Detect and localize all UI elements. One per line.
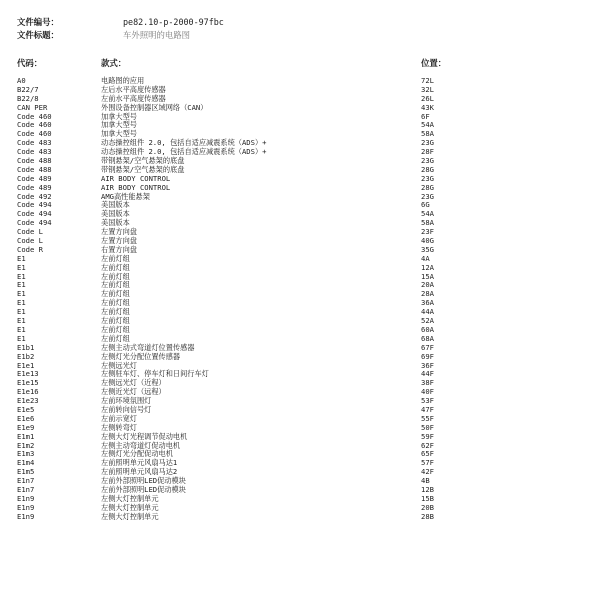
row-code: E1m3 [17,449,35,459]
row-code: E1n7 [17,476,35,486]
table-row [0,335,601,344]
row-code: A0 [17,76,26,85]
row-code: Code L [17,227,43,237]
row-position: 20B [421,502,434,512]
row-position: 23G [421,173,434,183]
row-position: 58A [421,129,434,139]
row-model: 左侧灯光分配位置传感器 [101,351,181,361]
table-row [0,281,601,290]
row-model: 美国版本 [101,218,130,228]
table-row [0,104,601,113]
row-model: 左侧远光灯（近程） [101,378,166,388]
table-row [0,353,601,362]
row-position: 28G [421,182,434,192]
row-position: 12A [421,262,434,272]
row-code: E1e15 [17,378,39,388]
row-position: 23F [421,227,434,237]
table-row [0,228,601,237]
row-model: AIR BODY CONTROL [101,173,171,183]
row-position: 28B [421,511,434,521]
row-code: Code 488 [17,164,52,174]
row-code: E1e16 [17,387,39,397]
table-row [0,175,601,184]
row-model: 左前灯组 [101,271,130,281]
row-position: 36F [421,360,434,370]
table-row [0,397,601,406]
row-position: 20A [421,280,434,290]
row-model: 左前灯组 [101,298,130,308]
row-code: E1e1 [17,360,35,370]
table-row [0,477,601,486]
table-row [0,406,601,415]
table-row [0,379,601,388]
row-position: 53F [421,396,434,406]
row-position: 60A [421,324,434,334]
row-position: 52A [421,316,434,326]
row-position: 68A [421,333,434,343]
row-model: AMG高性能悬架 [101,191,150,201]
row-code: E1e9 [17,422,35,432]
table-row [0,450,601,459]
row-position: 4B [421,476,430,486]
table-row [0,201,601,210]
row-code: B22/8 [17,93,39,103]
row-code: E1e13 [17,369,39,379]
row-code: E1 [17,289,26,299]
table-row [0,317,601,326]
row-model: 左侧大灯光程调节促动电机 [101,431,188,441]
row-model: 右置方向盘 [101,244,137,254]
table-header [0,57,601,69]
row-position: 15B [421,493,434,503]
row-code: E1e6 [17,413,35,423]
row-code: E1m2 [17,440,35,450]
table-row [0,370,601,379]
table-row [0,415,601,424]
row-code: Code 460 [17,111,52,121]
table-row [0,290,601,299]
row-model: 左前照明单元风扇马达1 [101,458,178,468]
row-position: 54A [421,209,434,219]
row-model: 左侧大灯控制单元 [101,511,159,521]
header-position: 位置： [421,58,447,68]
table-row [0,299,601,308]
row-code: E1 [17,271,26,281]
row-model: 左置方向盘 [101,227,137,237]
row-position: 15A [421,271,434,281]
row-position: 32L [421,84,434,94]
row-model: 左前灯组 [101,280,130,290]
row-code: Code 492 [17,191,52,201]
table-row [0,166,601,175]
row-model: 左前示宽灯 [101,413,137,423]
row-code: E1n9 [17,493,35,503]
table-row [0,121,601,130]
table-row [0,513,601,522]
row-model: 左置方向盘 [101,236,137,246]
row-position: 23G [421,191,434,201]
table-row [0,433,601,442]
row-code: E1 [17,307,26,317]
row-code: E1e5 [17,404,35,414]
table-row [0,130,601,139]
row-position: 55F [421,413,434,423]
row-model: 左侧大灯控制单元 [101,493,159,503]
row-code: E1m1 [17,431,35,441]
row-code: E1 [17,262,26,272]
row-code: E1n7 [17,484,35,494]
row-position: 26L [421,93,434,103]
row-model: 电路图的应用 [101,76,145,85]
row-position: 42F [421,467,434,477]
row-code: Code 494 [17,209,52,219]
row-position: 28G [421,164,434,174]
row-model: 左前灯组 [101,307,130,317]
row-model: 左前灯组 [101,262,130,272]
table-row [0,219,601,228]
row-model: 左前环境氛围灯 [101,396,152,406]
table-row [0,326,601,335]
row-position: 57F [421,458,434,468]
doc-title-label: 文件标题： [17,30,59,40]
row-code: E1n9 [17,511,35,521]
table-row [0,486,601,495]
row-model: 加拿大型号 [101,129,137,139]
row-position: 28F [421,147,434,157]
row-model: 左侧近光灯（远程） [101,387,166,397]
row-model: 加拿大型号 [101,120,137,130]
row-code: E1 [17,280,26,290]
table-row [0,388,601,397]
row-model: 左侧远光灯 [101,360,137,370]
row-position: 44A [421,307,434,317]
row-model: 加拿大型号 [101,111,137,121]
row-position: 35G [421,244,434,254]
row-code: B22/7 [17,84,39,94]
row-position: 6F [421,111,430,121]
row-model: 美国版本 [101,209,130,219]
table-row [0,308,601,317]
row-code: E1 [17,298,26,308]
row-position: 23G [421,138,434,148]
table-row [0,77,601,86]
table-row [0,344,601,353]
row-model: 左前外部照明LED促动模块 [101,484,186,494]
header-code: 代码： [17,58,43,68]
row-position: 69F [421,351,434,361]
row-code: Code 483 [17,138,52,148]
table-row [0,113,601,122]
row-code: E1m4 [17,458,35,468]
row-code: E1b2 [17,351,35,361]
row-model: 左侧主动式弯道灯位置传感器 [101,342,195,352]
table-row [0,442,601,451]
row-model: AIR BODY CONTROL [101,182,171,192]
table-row [0,246,601,255]
row-position: 43K [421,102,434,112]
row-model: 左前照明单元风扇马达2 [101,467,178,477]
row-position: 40G [421,236,434,246]
row-model: 左前转向信号灯 [101,404,152,414]
table-row [0,362,601,371]
row-model: 左后水平高度传感器 [101,84,166,94]
row-model: 左前灯组 [101,316,130,326]
table-row [0,273,601,282]
row-model: 左侧转弯灯 [101,422,137,432]
row-position: 23G [421,156,434,166]
row-model: 左前灯组 [101,289,130,299]
table-row [0,148,601,157]
table-row [0,459,601,468]
row-position: 36A [421,298,434,308]
row-model: 左前灯组 [101,253,130,263]
row-model: 动态操控组件 2.0, 包括自适应减震系统（ADS）+ [101,138,267,148]
row-code: Code 489 [17,173,52,183]
row-position: 72L [421,76,434,85]
row-code: Code 460 [17,120,52,130]
row-code: Code 483 [17,147,52,157]
row-model: 美国版本 [101,200,130,210]
table-row [0,193,601,202]
table-row [0,139,601,148]
row-position: 54A [421,120,434,130]
row-code: Code 494 [17,218,52,228]
row-model: 动态操控组件 2.0, 包括自适应减震系统（ADS）+ [101,147,267,157]
row-position: 40F [421,387,434,397]
row-code: CAN PER [17,102,48,112]
row-model: 带钢悬架/空气悬架的底盘 [101,156,185,166]
row-position: 4A [421,253,430,263]
header-model: 款式： [101,58,127,68]
row-position: 58A [421,218,434,228]
row-code: E1n9 [17,502,35,512]
row-model: 左前外部照明LED促动模块 [101,476,186,486]
row-position: 47F [421,404,434,414]
row-model: 外围设备控制器区域网络（CAN） [101,102,208,112]
row-code: E1e23 [17,396,39,406]
row-position: 62F [421,440,434,450]
row-code: Code 494 [17,200,52,210]
row-code: Code 488 [17,156,52,166]
row-position: 6G [421,200,430,210]
row-model: 左侧驻车灯、停车灯和日间行车灯 [101,369,209,379]
row-model: 左前灯组 [101,324,130,334]
row-model: 左侧灯光分配促动电机 [101,449,173,459]
row-model: 左前水平高度传感器 [101,93,166,103]
row-code: Code 489 [17,182,52,192]
doc-number-value: pe82.10-p-2000-97fbc [123,17,224,27]
table-row [0,504,601,513]
table-body [0,77,601,522]
table-row [0,210,601,219]
table-row [0,157,601,166]
row-code: E1 [17,316,26,326]
row-position: 65F [421,449,434,459]
row-code: Code L [17,236,43,246]
row-position: 59F [421,431,434,441]
row-code: E1 [17,333,26,343]
row-position: 44F [421,369,434,379]
table-row [0,424,601,433]
table-row [0,95,601,104]
table-row [0,468,601,477]
row-code: E1 [17,253,26,263]
row-position: 50F [421,422,434,432]
row-code: E1 [17,324,26,334]
row-model: 带钢悬架/空气悬架的底盘 [101,164,185,174]
row-code: E1b1 [17,342,35,352]
table-row [0,495,601,504]
table-row [0,86,601,95]
row-code: Code 460 [17,129,52,139]
table-row [0,255,601,264]
row-model: 左侧主动弯道灯促动电机 [101,440,181,450]
doc-title-value: 车外照明的电路图 [123,30,190,40]
row-code: Code R [17,244,43,254]
row-position: 38F [421,378,434,388]
row-model: 左前灯组 [101,333,130,343]
doc-number-label: 文件编号： [17,17,59,27]
row-code: E1m5 [17,467,35,477]
table-row [0,184,601,193]
table-row [0,237,601,246]
row-model: 左侧大灯控制单元 [101,502,159,512]
row-position: 67F [421,342,434,352]
row-position: 28A [421,289,434,299]
row-position: 12B [421,484,434,494]
table-row [0,264,601,273]
